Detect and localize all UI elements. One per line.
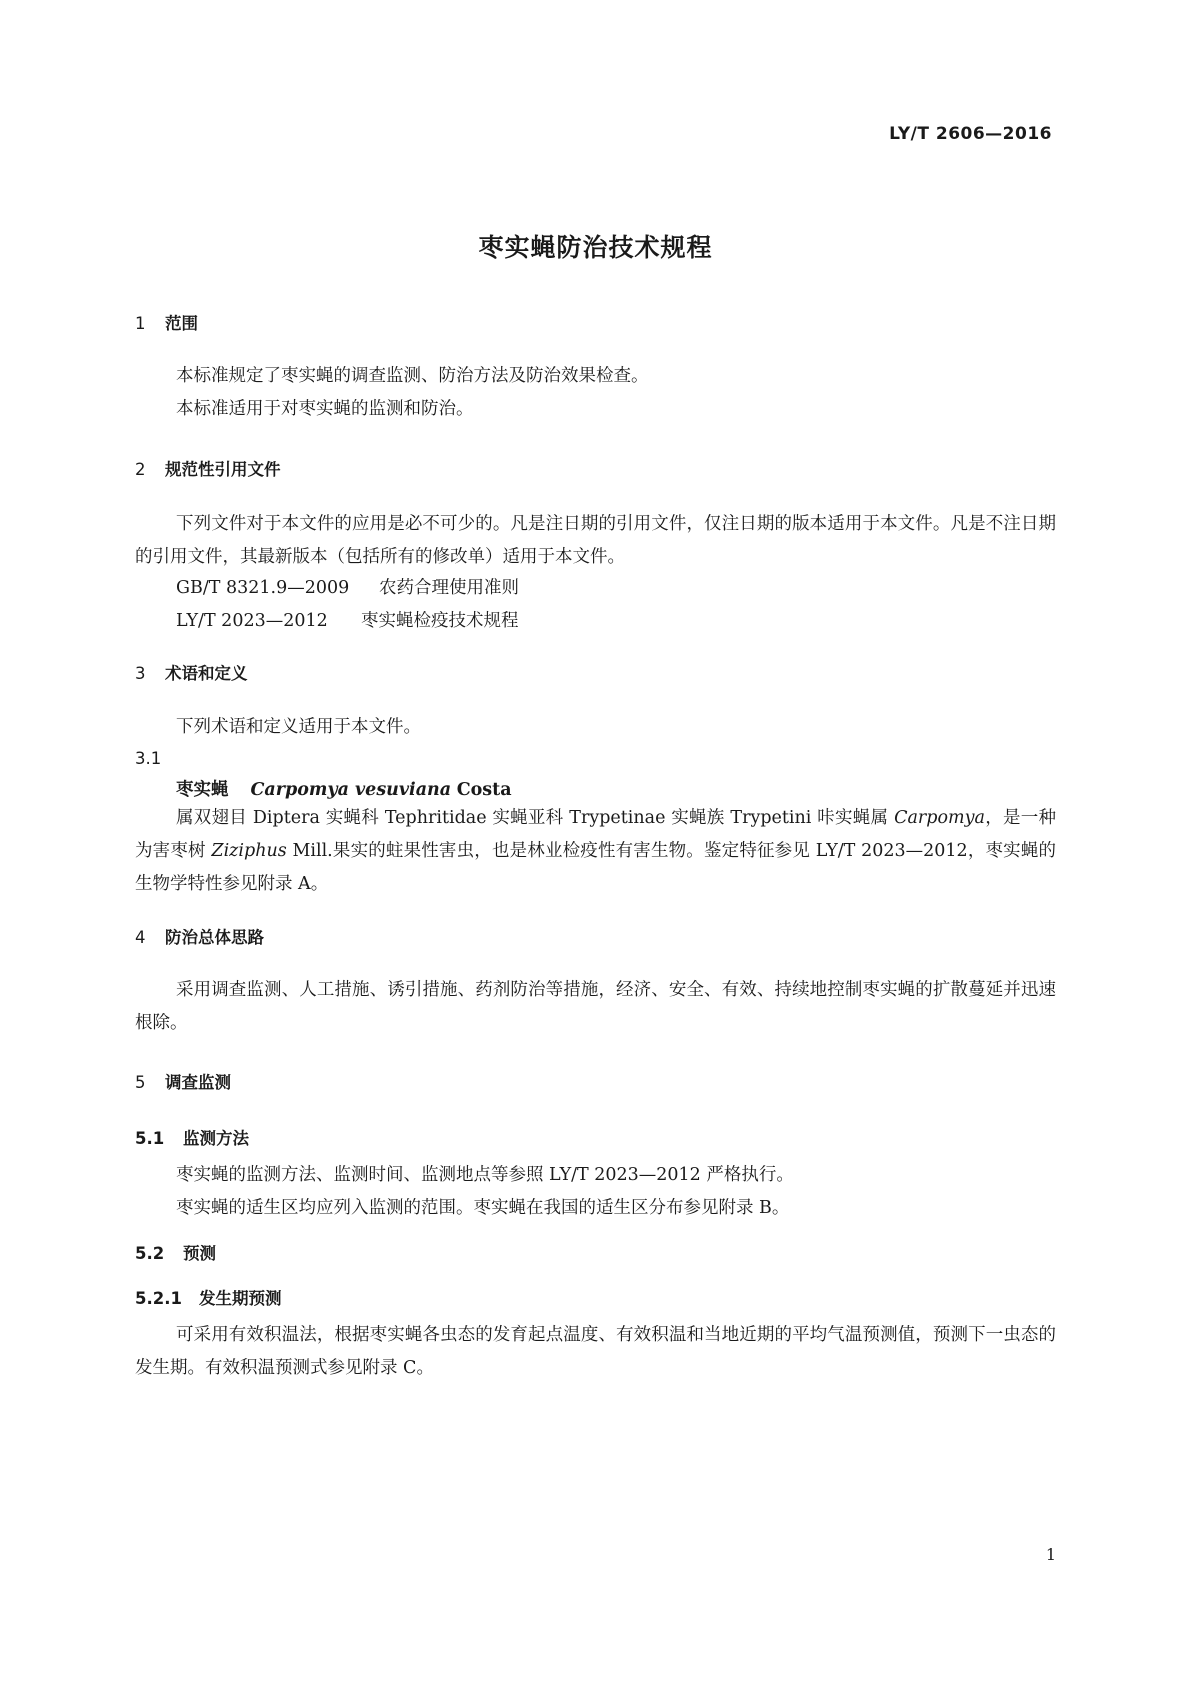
section-1-para-1: 本标准规定了枣实蝇的调查监测、防治方法及防治效果检查。	[176, 366, 649, 386]
section-number: 5.1	[135, 1129, 165, 1148]
reference-code: LY/T 2023—2012	[176, 611, 328, 631]
reference-name: 枣实蝇检疫技术规程	[361, 611, 519, 631]
page-number: 1	[1045, 1545, 1056, 1564]
section-2-heading	[135, 456, 281, 480]
section-title: 预测	[183, 1244, 216, 1263]
section-number: 3	[135, 664, 146, 683]
term-chinese: 枣实蝇	[176, 780, 229, 800]
term-entry	[176, 776, 512, 801]
section-title: 发生期预测	[199, 1289, 282, 1308]
section-5-heading	[135, 1069, 231, 1093]
term-latin: Carpomya vesuviana	[250, 780, 452, 800]
section-5-2-1-para-1: 可采用有效积温法，根据枣实蝇各虫态的发育起点温度、有效积温和当地近期的平均气温预测值，预测下一虫态的发生期。有效积温预测式参见附录 C。	[135, 1325, 1056, 1378]
definition-text: 属双翅目 Diptera 实蝇科 Tephritidae 实蝇亚科 Trypetinae 实蝇族 Trypetini 咔实蝇属	[176, 808, 895, 828]
section-5-2-heading	[135, 1240, 216, 1264]
section-1-heading	[135, 310, 198, 334]
section-number: 5.2.1	[135, 1289, 182, 1308]
document-number: LY/T 2606—2016	[889, 124, 1052, 144]
section-5-1-heading	[135, 1125, 249, 1149]
section-number: 4	[135, 928, 146, 947]
section-5-1-para-1: 枣实蝇的监测方法、监测时间、监测地点等参照 LY/T 2023—2012 严格执行。	[176, 1165, 794, 1185]
section-3-heading	[135, 660, 248, 684]
section-number: 2	[135, 460, 146, 479]
host-genus-name: Ziziphus	[211, 841, 287, 861]
reference-code: GB/T 8321.9—2009	[176, 578, 350, 598]
page-title: 枣实蝇防治技术规程	[478, 233, 713, 262]
section-number: 5.2	[135, 1244, 165, 1263]
section-5-1-para-2: 枣实蝇的适生区均应列入监测的范围。枣实蝇在我国的适生区分布参见附录 B。	[176, 1198, 790, 1218]
genus-name: Carpomya	[894, 808, 985, 828]
section-4-para-1: 采用调查监测、人工措施、诱引措施、药剂防治等措施，经济、安全、有效、持续地控制枣实蝇的扩散蔓延并迅速根除。	[135, 980, 1056, 1033]
reference-item	[176, 607, 519, 632]
section-number: 1	[135, 314, 146, 333]
reference-item	[176, 574, 519, 599]
reference-name: 农药合理使用准则	[379, 578, 519, 598]
term-definition	[135, 802, 1056, 901]
section-number: 5	[135, 1073, 146, 1092]
section-3-para-1: 下列术语和定义适用于本文件。	[176, 717, 421, 737]
section-title: 调查监测	[165, 1073, 231, 1092]
definition-text: ，是一种为害枣树	[135, 808, 1056, 861]
section-5-2-1-heading	[135, 1285, 282, 1309]
section-title: 范围	[165, 314, 198, 333]
section-title: 规范性引用文件	[165, 460, 281, 479]
definition-text: Mill.果实的蛀果性害虫，也是林业检疫性有害生物。鉴定特征参见 LY/T 2023—2012，枣实蝇的生物学特性参见附录 A。	[135, 841, 1057, 894]
section-title: 术语和定义	[165, 664, 248, 683]
section-2-para-1: 下列文件对于本文件的应用是必不可少的。凡是注日期的引用文件，仅注日期的版本适用于本文件。凡是不注日期的引用文件，其最新版本（包括所有的修改单）适用于本文件。	[135, 514, 1056, 567]
section-1-para-2: 本标准适用于对枣实蝇的监测和防治。	[176, 399, 474, 419]
clause-number: 3.1	[135, 749, 162, 768]
section-4-heading	[135, 924, 264, 948]
term-author: Costa	[456, 780, 512, 800]
section-title: 监测方法	[183, 1129, 249, 1148]
section-title: 防治总体思路	[165, 928, 264, 947]
